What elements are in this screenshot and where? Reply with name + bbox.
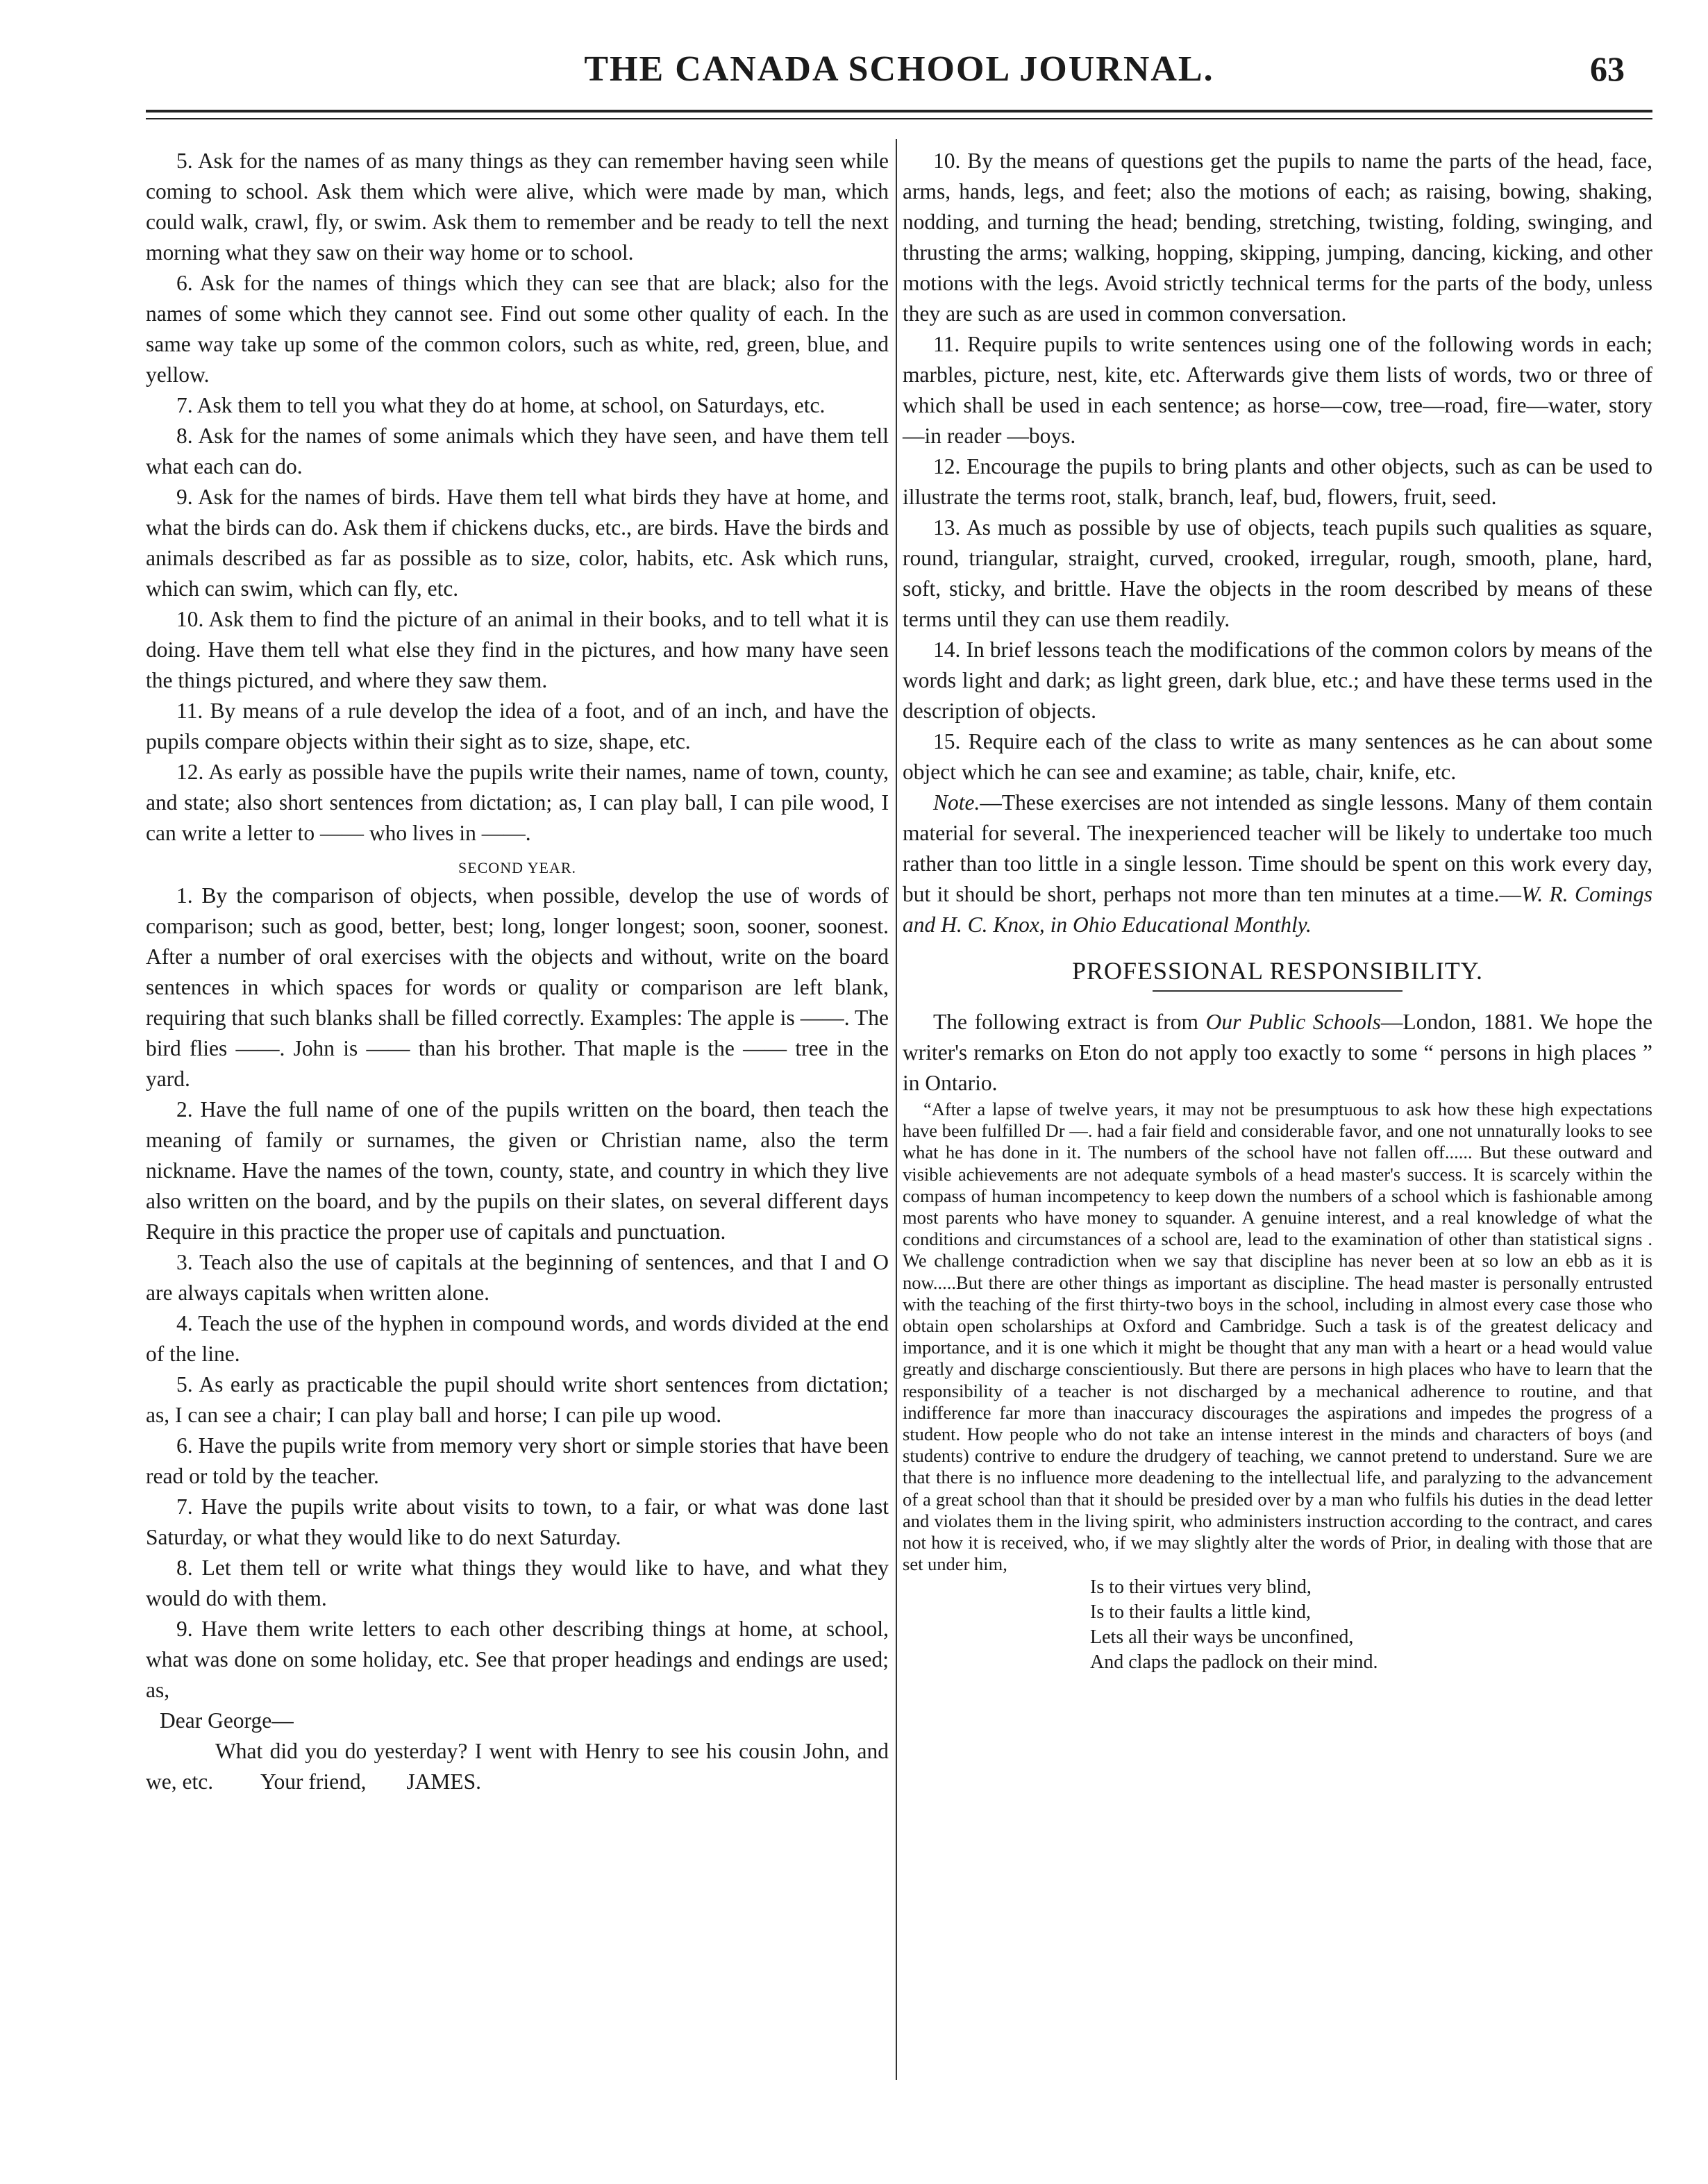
paragraph: 5. As early as practicable the pupil should write short sentences from dictation; as, I can see a chair; I can play ball and horse; I can pile up wood. <box>146 1372 889 1427</box>
header-rule-thin <box>146 118 1652 119</box>
paragraph: 9. Ask for the names of birds. Have them tell what birds they have at home, and what the birds can do. Ask them if chickens ducks, etc., are birds. Have the birds and animals described as far as possible as to size, color, habits, etc. Ask which runs, which can swim, which can fly, etc. <box>146 485 889 601</box>
paragraph: 14. In brief lessons teach the modifications of the common colors by means of the words light and dark; as light green, dark blue, etc.; and have these terms used in the description of objects. <box>903 637 1652 723</box>
paragraph: 10. Ask them to find the picture of an animal in their books, and to tell what it is doing. Have them tell what else they find in the pictures, and how many have seen the things pictured, and where they saw them. <box>146 607 889 692</box>
quote-text: “After a lapse of twelve years, it may not be presumptuous to ask how these high expectations have been fulfilled Dr —. had a fair field and considerable favor, and one not unnaturally looks to see what he has done in it. The numbers of the school have not fallen off...... But these outward and visible achievements are not adequate symbols of a head master's success. It is scarcely within the compass of human incompetency to keep down the numbers of a school which is fashionable among most parents who have money to squander. A genuine interest, and a real knowledge of what the conditions and circumstances of a school are, lead to the examination of other than statistical signs . We challenge contradiction when we say that discipline has never been at so low an ebb as it is now.....But there are other things as important as discipline. The head master is personally entrusted with the teaching of the first thirty-two boys in the school, including in almost every case those who obtain open scholarships at Oxford and Cambridge. Such a task is of the greatest delicacy and importance, and it is one which it might be thought that any man with a heart or a head would value greatly and discharge conscientiously. But there are persons in high places who have to learn that the responsibility of a teacher is not discharged by a mechanical adherence to routine, and that indifference far more than inaccuracy discourages the aspirations and impedes the progress of a student. How people who do not take an intense interest in the minds and characters of boys (and students) contrive to endure the drudgery of teaching, we cannot pretend to understand. Sure we are that there is no influence more deadening to the intellectual life, and paralyzing to the advancement of a great school than that it should be presided over by a man who fulfils his duties in the dead letter and violates them in the living spirit, who administers instruction according to the contract, and cares not how it is received, who, if we may slightly alter the words of Prior, in dealing with those that are set under him, <box>903 1099 1652 1575</box>
page-number: 63 <box>1590 49 1625 88</box>
letter-signature: JAMES. <box>406 1769 482 1794</box>
right-column <box>903 146 1652 1675</box>
paragraph: 10. By the means of questions get the pupils to name the parts of the head, face, arms, hands, legs, and feet; also the motions of each; as raising, bowing, shaking, nodding, and turning the head; bending, stretching, twisting, folding, swinging, and thrusting the arms; walking, hopping, skipping, jumping, dancing, kicking, and other motions with the legs. Avoid strictly technical terms for the parts of the body, unless they are such as are used in common conversation. <box>903 149 1652 326</box>
verse-line: Lets all their ways be unconfined, <box>1090 1626 1354 1649</box>
paragraph: 7. Have the pupils write about visits to town, to a fair, or what was done last Saturday, or what they would like to do next Saturday. <box>146 1494 889 1549</box>
intro-rest: —London, 1881. We hope the writer's remarks on Eton do not apply too exactly to some “ persons in high places ” in Ontario. <box>903 1010 1652 1095</box>
column-divider <box>896 139 897 2080</box>
verse-line: Is to their faults a little kind, <box>1090 1601 1312 1624</box>
paragraph: 6. Ask for the names of things which they can see that are black; also for the names of some which they cannot see. Find out some other quality of each. In the same way take up some of the common colors, such as white, red, green, blue, and yellow. <box>146 271 889 387</box>
letter-body-text: What did you do yesterday? I went with Henry to see his cousin John, and we, etc. <box>146 1739 889 1794</box>
paragraph: 8. Ask for the names of some animals which they have seen, and have them tell what each can do. <box>146 424 889 478</box>
intro-lead: The following extract is from <box>933 1010 1206 1034</box>
paragraph: 11. By means of a rule develop the idea of a foot, and of an inch, and have the pupils compare objects within their sight as to size, shape, etc. <box>146 699 889 753</box>
paragraph: 3. Teach also the use of capitals at the beginning of sentences, and that I and O are always capitals when written alone. <box>146 1250 889 1305</box>
block-quote <box>903 1099 1652 1575</box>
paragraph: 12. Encourage the pupils to bring plants and other objects, such as can be used to illustrate the terms root, stalk, branch, leaf, bud, flowers, fruit, seed. <box>903 454 1652 509</box>
letter-body <box>146 1736 889 1797</box>
paragraph: 8. Let them tell or write what things they would like to have, and what they would do with them. <box>146 1556 889 1610</box>
section-title: PROFESSIONAL RESPONSIBILITY. <box>1071 957 1484 985</box>
paragraph: 2. Have the full name of one of the pupils written on the board, then teach the meaning of family or surnames, the given or Christian name, also the term nickname. Have the names of the town, county, state, and country in which they live also written on the board, and by the pupils on their slates, on several different days Require in this practice the proper use of capitals and punctuation. <box>146 1097 889 1244</box>
paragraph: 5. Ask for the names of as many things as they can remember having seen while coming to school. Ask them which were alive, which were made by man, which could walk, crawl, fly, or swim. Ask them to remember and be ready to tell the next morning what they saw on their way home or to school. <box>146 149 889 265</box>
verse <box>1090 1575 1652 1675</box>
letter-closing: Your friend, <box>260 1769 367 1794</box>
note-label: Note. <box>933 790 980 815</box>
section-title-underline <box>1153 990 1403 992</box>
paragraph: 7. Ask them to tell you what they do at home, at school, on Saturdays, etc. <box>176 393 826 417</box>
second-year-heading: SECOND YEAR. <box>458 859 577 876</box>
note-text: —These exercises are not intended as single lessons. Many of them contain material for several. The inexperienced teacher will be likely to undertake too much rather than too little in a single lesson. Time should be spent on this work every day, but it should be short, perhaps not more than ten minutes at a time.— <box>903 790 1652 906</box>
paragraph: 12. As early as possible have the pupils write their names, name of town, county, and state; also short sentences from dictation; as, I can play ball, I can pile wood, I can write a letter to —— who lives in ——. <box>146 760 889 845</box>
note-paragraph <box>903 787 1652 940</box>
paragraph: 11. Require pupils to write sentences using one of the following words in each; marbles, picture, nest, kite, etc. Afterwards give them lists of words, two or three of which shall be used in each sentence; as horse—cow, tree—road, fire—water, story—in reader —boys. <box>903 332 1652 448</box>
journal-title: THE CANADA SCHOOL JOURNAL. <box>584 49 1214 89</box>
intro-paragraph <box>903 1007 1652 1099</box>
note-attribution: W. R. Comings and H. C. Knox, in Ohio Educational Monthly. <box>903 882 1652 937</box>
paragraph: 1. By the comparison of objects, when possible, develop the use of words of comparison; such as good, better, best; long, longer longest; soon, sooner, soonest. After a number of oral exercises with the objects and without, write on the board sentences in which spaces for words or quality or comparison are left blank, requiring that such blanks shall be filled correctly. Examples: The apple is ——. The bird flies ——. John is —— than his brother. That maple is the —— tree in the yard. <box>146 883 889 1091</box>
verse-line: Is to their virtues very blind, <box>1090 1576 1312 1599</box>
page-header <box>146 49 1652 132</box>
letter-salutation: Dear George— <box>160 1708 294 1733</box>
paragraph: 6. Have the pupils write from memory very short or simple stories that have been read or told by the teacher. <box>146 1433 889 1488</box>
left-column <box>146 146 889 1797</box>
intro-source: Our Public Schools <box>1205 1010 1381 1034</box>
paragraph: 15. Require each of the class to write as many sentences as he can about some object which he can see and examine; as table, chair, knife, etc. <box>903 729 1652 784</box>
paragraph: 4. Teach the use of the hyphen in compound words, and words divided at the end of the line. <box>146 1311 889 1366</box>
paragraph: 13. As much as possible by use of objects, teach pupils such qualities as square, round, triangular, straight, curved, crooked, irregular, rough, smooth, plane, hard, soft, sticky, and brittle. Have the objects in the room described by means of these terms until they can use them readily. <box>903 515 1652 631</box>
verse-line: And claps the padlock on their mind. <box>1090 1651 1378 1674</box>
paragraph: 9. Have them write letters to each other describing things at home, at school, what was done on some holiday, etc. See that proper headings and endings are used; as, <box>146 1617 889 1702</box>
header-rule-thick <box>146 110 1652 112</box>
